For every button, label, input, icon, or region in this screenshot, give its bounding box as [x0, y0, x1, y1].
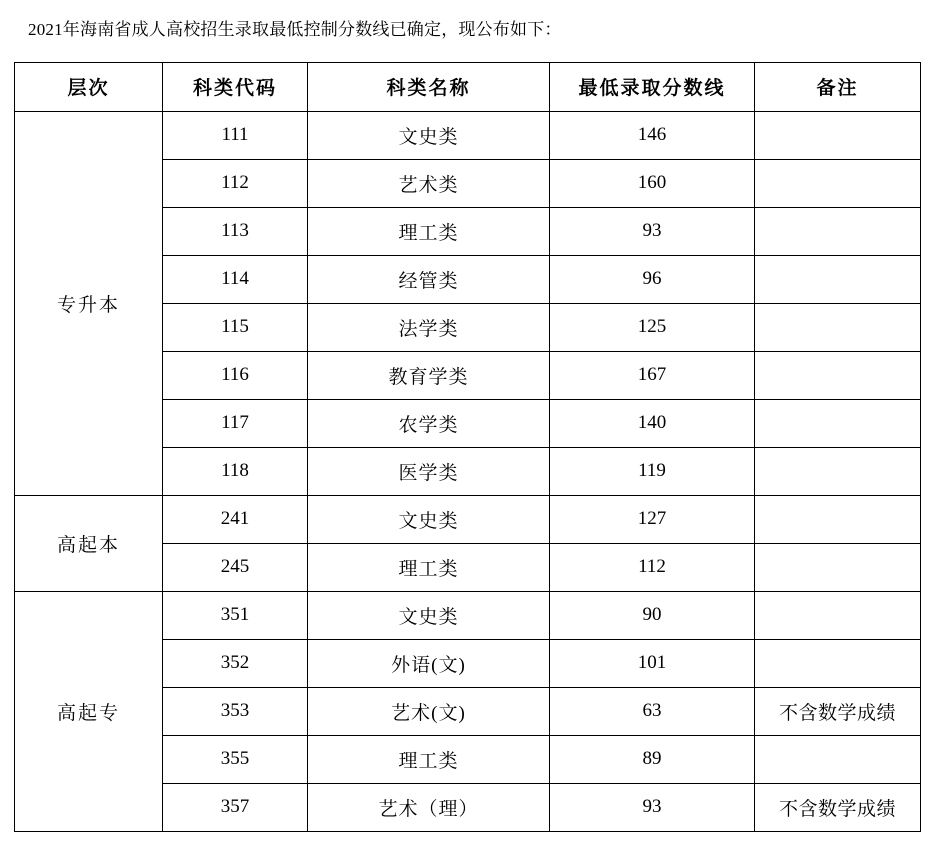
level-cell-gaoqiben: 高起本	[15, 495, 163, 591]
code-cell: 357	[163, 783, 308, 831]
score-cell: 119	[550, 447, 755, 495]
table-row	[15, 591, 921, 639]
note-cell	[755, 447, 921, 495]
note-cell	[755, 303, 921, 351]
table-header-row	[15, 62, 921, 111]
note-cell	[755, 639, 921, 687]
table-row	[15, 495, 921, 543]
code-cell: 118	[163, 447, 308, 495]
note-cell	[755, 399, 921, 447]
score-cell: 140	[550, 399, 755, 447]
name-cell: 经管类	[308, 255, 550, 303]
score-cell: 146	[550, 111, 755, 159]
score-cell: 160	[550, 159, 755, 207]
code-cell: 241	[163, 495, 308, 543]
table-row	[15, 111, 921, 159]
intro-paragraph: 2021年海南省成人高校招生录取最低控制分数线已确定，现公布如下：	[28, 20, 562, 39]
code-cell: 113	[163, 207, 308, 255]
level-cell-gaoqizhuan: 高起专	[15, 591, 163, 831]
column-header-score: 最低录取分数线	[550, 62, 755, 111]
name-cell: 文史类	[308, 111, 550, 159]
column-header-code: 科类代码	[163, 62, 308, 111]
code-cell: 111	[163, 111, 308, 159]
name-cell: 文史类	[308, 495, 550, 543]
score-cell: 101	[550, 639, 755, 687]
score-cell: 93	[550, 783, 755, 831]
note-cell	[755, 495, 921, 543]
note-cell	[755, 111, 921, 159]
name-cell: 艺术(文)	[308, 687, 550, 735]
code-cell: 112	[163, 159, 308, 207]
name-cell: 农学类	[308, 399, 550, 447]
name-cell: 艺术（理）	[308, 783, 550, 831]
name-cell: 理工类	[308, 207, 550, 255]
note-cell: 不含数学成绩	[755, 783, 921, 831]
code-cell: 355	[163, 735, 308, 783]
name-cell: 法学类	[308, 303, 550, 351]
score-cell: 90	[550, 591, 755, 639]
name-cell: 医学类	[308, 447, 550, 495]
note-cell	[755, 591, 921, 639]
name-cell: 教育学类	[308, 351, 550, 399]
code-cell: 116	[163, 351, 308, 399]
name-cell: 理工类	[308, 543, 550, 591]
code-cell: 352	[163, 639, 308, 687]
column-header-level: 层次	[15, 62, 163, 111]
code-cell: 114	[163, 255, 308, 303]
table-header	[15, 62, 921, 111]
note-cell	[755, 735, 921, 783]
name-cell: 理工类	[308, 735, 550, 783]
name-cell: 文史类	[308, 591, 550, 639]
note-cell	[755, 543, 921, 591]
note-cell	[755, 351, 921, 399]
score-cell: 93	[550, 207, 755, 255]
column-header-name: 科类名称	[308, 62, 550, 111]
code-cell: 245	[163, 543, 308, 591]
note-cell	[755, 207, 921, 255]
code-cell: 353	[163, 687, 308, 735]
table-body	[15, 111, 921, 831]
code-cell: 117	[163, 399, 308, 447]
note-cell	[755, 159, 921, 207]
note-cell	[755, 255, 921, 303]
code-cell: 351	[163, 591, 308, 639]
level-cell-zhuanshengben: 专升本	[15, 111, 163, 495]
score-cell: 63	[550, 687, 755, 735]
score-cell: 167	[550, 351, 755, 399]
name-cell: 艺术类	[308, 159, 550, 207]
score-cell: 125	[550, 303, 755, 351]
name-cell: 外语(文)	[308, 639, 550, 687]
admission-score-table	[14, 62, 921, 832]
score-cell: 127	[550, 495, 755, 543]
column-header-note: 备注	[755, 62, 921, 111]
score-cell: 96	[550, 255, 755, 303]
score-cell: 89	[550, 735, 755, 783]
score-cell: 112	[550, 543, 755, 591]
code-cell: 115	[163, 303, 308, 351]
note-cell: 不含数学成绩	[755, 687, 921, 735]
score-table-container	[0, 42, 934, 832]
